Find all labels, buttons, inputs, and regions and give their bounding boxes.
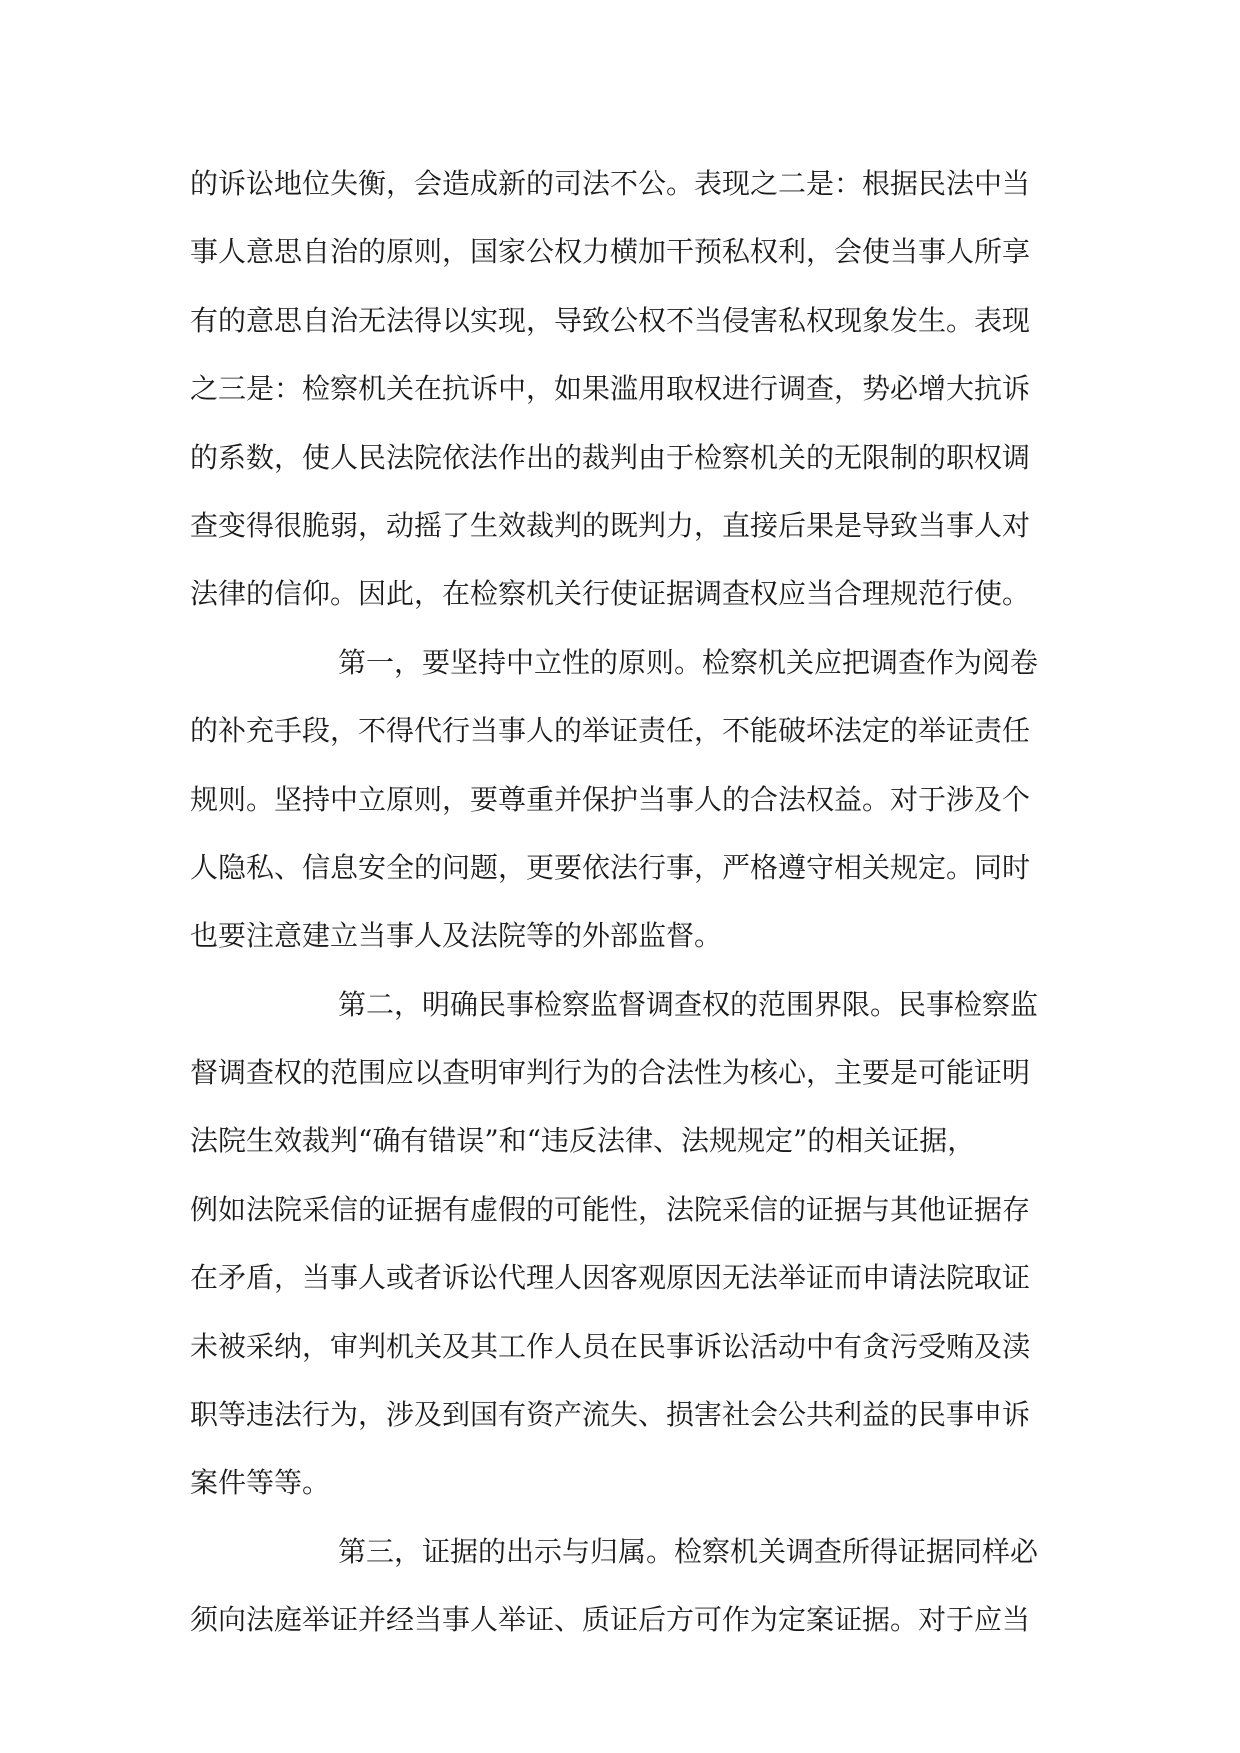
text-line: 在矛盾，当事人或者诉讼代理人因客观原因无法举证而申请法院取证 xyxy=(190,1261,1031,1295)
text-line: 案件等等。 xyxy=(190,1466,331,1500)
text-line: 之三是：检察机关在抗诉中，如果滥用取权进行调查，势必增大抗诉 xyxy=(190,372,1031,406)
text-line: 的系数，使人民法院依法作出的裁判由于检察机关的无限制的职权调 xyxy=(190,440,1031,474)
text-line: 事人意思自治的原则，国家公权力横加干预私权利，会使当事人所享 xyxy=(190,235,1031,269)
paragraph-first-line: 第二，明确民事检察监督调查权的范围界限。民事检察监 xyxy=(338,987,1039,1021)
text-line: 的诉讼地位失衡，会造成新的司法不公。表现之二是：根据民法中当 xyxy=(190,167,1031,200)
text-line: 的补充手段，不得代行当事人的举证责任，不能破坏法定的举证责任 xyxy=(190,714,1031,748)
text-line: 未被采纳，审判机关及其工作人员在民事诉讼活动中有贪污受贿及渎 xyxy=(190,1329,1031,1363)
text-line: 法律的信仰。因此，在检察机关行使证据调查权应当合理规范行使。 xyxy=(190,577,1031,611)
text-line: 规则。坚持中立原则，要尊重并保护当事人的合法权益。对于涉及个 xyxy=(190,782,1031,816)
paragraph-first-line: 第一，要坚持中立性的原则。检察机关应把调查作为阅卷 xyxy=(338,645,1039,679)
text-line: 也要注意建立当事人及法院等的外部监督。 xyxy=(190,919,723,953)
text-line: 人隐私、信息安全的问题，更要依法行事，严格遵守相关规定。同时 xyxy=(190,850,1031,884)
text-line: 职等违法行为，涉及到国有资产流失、损害社会公共利益的民事申诉 xyxy=(190,1398,1031,1432)
text-line: 须向法庭举证并经当事人举证、质证后方可作为定案证据。对于应当 xyxy=(190,1603,1031,1637)
text-line: 查变得很脆弱，动摇了生效裁判的既判力，直接后果是导致当事人对 xyxy=(190,508,1031,542)
text-line: 例如法院采信的证据有虚假的可能性，法院采信的证据与其他证据存 xyxy=(190,1192,1031,1226)
text-line: 督调查权的范围应以查明审判行为的合法性为核心，主要是可能证明 xyxy=(190,1056,1031,1090)
paragraph-first-line: 第三，证据的出示与归属。检察机关调查所得证据同样必 xyxy=(338,1534,1039,1568)
text-line: 有的意思自治无法得以实现，导致公权不当侵害私权现象发生。表现 xyxy=(190,303,1031,337)
body-text xyxy=(190,150,1050,1655)
text-line: 法院生效裁判“确有错误”和“违反法律、法规规定”的相关证据， xyxy=(190,1124,976,1158)
